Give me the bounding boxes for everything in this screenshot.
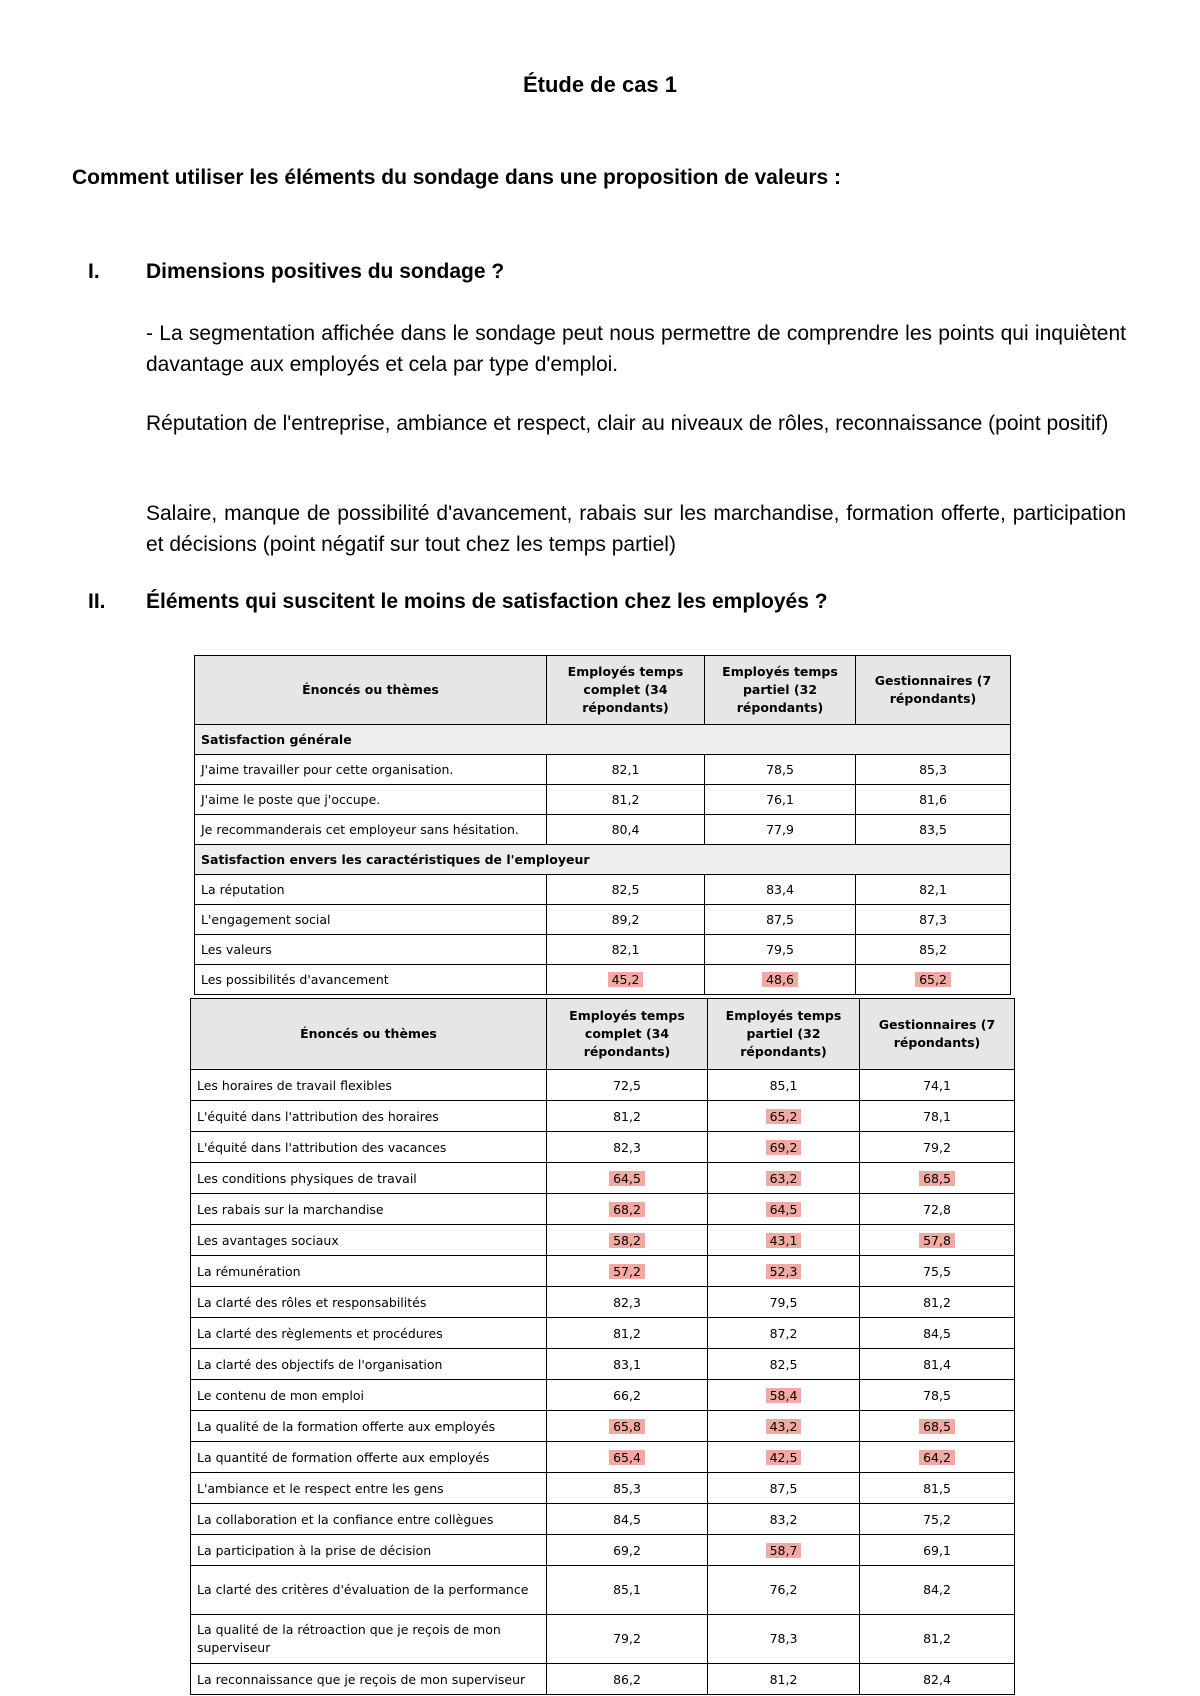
cell-value: 65,4 (609, 1450, 645, 1465)
value-cell (860, 1442, 1015, 1473)
cell-value: 65,2 (766, 1109, 802, 1124)
row-label: Les valeurs (195, 935, 547, 965)
value-cell (705, 785, 856, 815)
value-cell (856, 935, 1011, 965)
section-1-paragraph-3: Salaire, manque de possibilité d'avancement, rabais sur les marchandise, formation offerte, participation et décisions (point négatif sur tout chez les temps partiel) (146, 502, 1126, 556)
document-subtitle: Comment utiliser les éléments du sondage dans une proposition de valeurs : (72, 166, 841, 189)
value-cell (856, 965, 1011, 995)
cell-value: 81,6 (919, 792, 947, 807)
row-label: La clarté des objectifs de l'organisation (191, 1349, 547, 1380)
cell-value: 85,1 (769, 1077, 798, 1093)
cell-value: 81,5 (923, 1480, 951, 1496)
row-label: L'ambiance et le respect entre les gens (191, 1473, 547, 1504)
section-1-paragraph-2: Réputation de l'entreprise, ambiance et respect, clair au niveaux de rôles, reconnaissance (point positif) (146, 412, 1109, 435)
cell-value: 85,3 (919, 762, 947, 777)
cell-value: 79,5 (766, 942, 794, 957)
category-label: Satisfaction envers les caractéristiques de l'employeur (195, 845, 1011, 875)
cell-value: 65,2 (915, 972, 951, 987)
cell-value: 79,2 (613, 1631, 641, 1646)
cell-value: 80,4 (611, 822, 640, 837)
section-1-paragraph-1: - La segmentation affichée dans le sondage peut nous permettre de comprendre les points qui inquiètent davantage aux employés et cela par type d'emploi. (146, 322, 1126, 376)
table-row (191, 1566, 1015, 1615)
value-cell (860, 1163, 1015, 1194)
value-cell (860, 1070, 1015, 1101)
cell-value: 85,2 (919, 942, 947, 957)
cell-value: 87,3 (919, 912, 947, 927)
column-header: Énoncés ou thèmes (191, 999, 547, 1070)
value-cell (860, 1411, 1015, 1442)
table-row (191, 1070, 1015, 1101)
cell-value: 64,2 (919, 1450, 955, 1465)
row-label: J'aime le poste que j'occupe. (195, 785, 547, 815)
value-cell (856, 875, 1011, 905)
row-label: La quantité de formation offerte aux employés (191, 1442, 547, 1473)
column-header: Employés temps partiel (32 répondants) (708, 999, 860, 1070)
value-cell (860, 1615, 1015, 1664)
cell-value: 84,2 (923, 1582, 951, 1597)
cell-value: 82,1 (919, 882, 947, 897)
value-cell (860, 1101, 1015, 1132)
row-label: La clarté des critères d'évaluation de la performance (191, 1566, 547, 1615)
table-row (191, 1256, 1015, 1287)
cell-value: 82,5 (769, 1356, 798, 1372)
cell-value: 64,5 (609, 1171, 645, 1186)
cell-value: 87,5 (769, 1480, 798, 1496)
cell-value: 82,1 (611, 762, 640, 777)
table-row (191, 1411, 1015, 1442)
value-cell (860, 1287, 1015, 1318)
table-row (191, 1473, 1015, 1504)
cell-value: 85,1 (613, 1582, 641, 1597)
value-cell (708, 1566, 860, 1615)
value-cell (708, 1132, 860, 1163)
document-title: Étude de cas 1 (522, 72, 678, 97)
value-cell (708, 1101, 860, 1132)
cell-value: 63,2 (766, 1171, 802, 1186)
value-cell (860, 1473, 1015, 1504)
value-cell (705, 965, 856, 995)
row-label: L'équité dans l'attribution des horaires (191, 1101, 547, 1132)
cell-value: 48,6 (762, 972, 798, 987)
section-1-number: I. (88, 260, 100, 283)
column-header: Employés temps complet (34 répondants) (547, 999, 708, 1070)
value-cell (708, 1535, 860, 1566)
value-cell (708, 1504, 860, 1535)
cell-value: 86,2 (613, 1671, 641, 1687)
value-cell (547, 1442, 708, 1473)
cell-value: 74,1 (923, 1077, 951, 1093)
table-row (191, 1504, 1015, 1535)
row-label: L'engagement social (195, 905, 547, 935)
section-1-title: Dimensions positives du sondage ? (146, 260, 505, 283)
value-cell (705, 755, 856, 785)
table-row (191, 1225, 1015, 1256)
table-row (191, 1535, 1015, 1566)
value-cell (547, 1664, 708, 1695)
row-label: La réputation (195, 875, 547, 905)
value-cell (860, 1256, 1015, 1287)
value-cell (708, 1287, 860, 1318)
value-cell (856, 905, 1011, 935)
value-cell (708, 1256, 860, 1287)
section-1-heading (88, 260, 504, 284)
value-cell (547, 1349, 708, 1380)
table-row (191, 1664, 1015, 1695)
cell-value: 82,5 (611, 882, 640, 897)
cell-value: 82,3 (613, 1139, 641, 1155)
table-row (191, 1101, 1015, 1132)
survey-table-1 (194, 655, 1011, 995)
value-cell (708, 1473, 860, 1504)
table-row (191, 1287, 1015, 1318)
value-cell (547, 1411, 708, 1442)
value-cell (547, 1566, 708, 1615)
value-cell (860, 1318, 1015, 1349)
cell-value: 76,1 (766, 792, 794, 807)
cell-value: 81,2 (923, 1294, 951, 1310)
row-label: La clarté des rôles et responsabilités (191, 1287, 547, 1318)
cell-value: 77,9 (766, 822, 794, 837)
cell-value: 45,2 (608, 972, 644, 987)
table-row (191, 1380, 1015, 1411)
value-cell (708, 1194, 860, 1225)
row-label: La qualité de la formation offerte aux employés (191, 1411, 547, 1442)
cell-value: 52,3 (766, 1264, 802, 1279)
cell-value: 68,5 (919, 1419, 955, 1434)
table-row (191, 1349, 1015, 1380)
table-row (195, 755, 1011, 785)
row-label: Je recommanderais cet employeur sans hésitation. (195, 815, 547, 845)
cell-value: 42,5 (766, 1450, 802, 1465)
cell-value: 43,1 (766, 1233, 802, 1248)
value-cell (708, 1380, 860, 1411)
column-header: Employés temps partiel (32 répondants) (705, 656, 856, 725)
value-cell (860, 1225, 1015, 1256)
cell-value: 83,5 (919, 822, 947, 837)
value-cell (547, 755, 705, 785)
value-cell (547, 965, 705, 995)
row-label: La reconnaissance que je reçois de mon superviseur (191, 1664, 547, 1695)
row-label: Les rabais sur la marchandise (191, 1194, 547, 1225)
value-cell (708, 1411, 860, 1442)
category-label: Satisfaction générale (195, 725, 1011, 755)
cell-value: 87,2 (769, 1325, 798, 1341)
value-cell (708, 1318, 860, 1349)
table-row (191, 1194, 1015, 1225)
cell-value: 76,2 (769, 1582, 798, 1597)
value-cell (860, 1349, 1015, 1380)
value-cell (547, 875, 705, 905)
value-cell (708, 1225, 860, 1256)
value-cell (856, 755, 1011, 785)
table-row (195, 965, 1011, 995)
value-cell (547, 1225, 708, 1256)
cell-value: 69,1 (923, 1542, 951, 1558)
cell-value: 72,8 (923, 1201, 951, 1217)
cell-value: 43,2 (766, 1419, 802, 1434)
row-label: La collaboration et la confiance entre collègues (191, 1504, 547, 1535)
value-cell (547, 1615, 708, 1664)
cell-value: 84,5 (613, 1511, 641, 1527)
table-header-row (191, 999, 1015, 1070)
cell-value: 78,3 (769, 1631, 798, 1646)
cell-value: 79,2 (923, 1139, 951, 1155)
table-row (195, 785, 1011, 815)
value-cell (860, 1380, 1015, 1411)
cell-value: 81,4 (923, 1356, 951, 1372)
cell-value: 82,3 (613, 1294, 641, 1310)
column-header: Énoncés ou thèmes (195, 656, 547, 725)
value-cell (860, 1132, 1015, 1163)
value-cell (547, 1194, 708, 1225)
table-row (191, 1163, 1015, 1194)
value-cell (705, 875, 856, 905)
cell-value: 75,5 (923, 1263, 951, 1279)
value-cell (860, 1504, 1015, 1535)
value-cell (547, 1163, 708, 1194)
cell-value: 58,7 (766, 1543, 802, 1558)
cell-value: 79,5 (769, 1294, 798, 1310)
table-row (191, 1318, 1015, 1349)
cell-value: 83,2 (769, 1511, 798, 1527)
column-header: Gestionnaires (7 répondants) (856, 656, 1011, 725)
value-cell (547, 935, 705, 965)
cell-value: 57,2 (609, 1264, 645, 1279)
value-cell (708, 1163, 860, 1194)
value-cell (860, 1566, 1015, 1615)
row-label: Les horaires de travail flexibles (191, 1070, 547, 1101)
cell-value: 58,4 (766, 1388, 802, 1403)
row-label: Le contenu de mon emploi (191, 1380, 547, 1411)
cell-value: 69,2 (613, 1542, 641, 1558)
value-cell (708, 1615, 860, 1664)
table-row (195, 875, 1011, 905)
cell-value: 81,2 (923, 1631, 951, 1646)
row-label: Les conditions physiques de travail (191, 1163, 547, 1194)
cell-value: 81,2 (613, 1108, 641, 1124)
row-label: La qualité de la rétroaction que je reçois de mon superviseur (191, 1615, 547, 1664)
cell-value: 83,4 (766, 882, 794, 897)
value-cell (547, 1380, 708, 1411)
section-2-title: Éléments qui suscitent le moins de satisfaction chez les employés ? (146, 590, 828, 613)
value-cell (547, 1132, 708, 1163)
value-cell (547, 1287, 708, 1318)
row-label: La participation à la prise de décision (191, 1535, 547, 1566)
value-cell (547, 1101, 708, 1132)
value-cell (547, 1473, 708, 1504)
cell-value: 83,1 (613, 1356, 641, 1372)
cell-value: 78,5 (766, 762, 794, 777)
column-header: Employés temps complet (34 répondants) (547, 656, 705, 725)
value-cell (547, 1070, 708, 1101)
section-2-number: II. (88, 590, 106, 613)
table-row (191, 1132, 1015, 1163)
cell-value: 81,2 (611, 792, 640, 807)
cell-value: 57,8 (919, 1233, 955, 1248)
cell-value: 68,5 (919, 1171, 955, 1186)
row-label: Les possibilités d'avancement (195, 965, 547, 995)
table-row (195, 815, 1011, 845)
value-cell (547, 1318, 708, 1349)
table-header-row (195, 656, 1011, 725)
value-cell (547, 785, 705, 815)
value-cell (708, 1070, 860, 1101)
value-cell (547, 905, 705, 935)
cell-value: 81,2 (769, 1671, 798, 1687)
value-cell (856, 785, 1011, 815)
category-row (195, 725, 1011, 755)
cell-value: 72,5 (613, 1077, 641, 1093)
row-label: La clarté des règlements et procédures (191, 1318, 547, 1349)
row-label: Les avantages sociaux (191, 1225, 547, 1256)
value-cell (547, 1504, 708, 1535)
value-cell (860, 1194, 1015, 1225)
table-row (195, 905, 1011, 935)
value-cell (705, 815, 856, 845)
table-row (191, 1442, 1015, 1473)
value-cell (856, 815, 1011, 845)
cell-value: 78,1 (923, 1108, 951, 1124)
cell-value: 68,2 (609, 1202, 645, 1217)
cell-value: 87,5 (766, 912, 794, 927)
cell-value: 58,2 (609, 1233, 645, 1248)
column-header: Gestionnaires (7 répondants) (860, 999, 1015, 1070)
value-cell (705, 905, 856, 935)
value-cell (547, 1535, 708, 1566)
value-cell (860, 1664, 1015, 1695)
value-cell (708, 1664, 860, 1695)
cell-value: 81,2 (613, 1325, 641, 1341)
cell-value: 69,2 (766, 1140, 802, 1155)
survey-table-2 (190, 998, 1015, 1695)
row-label: La rémunération (191, 1256, 547, 1287)
value-cell (547, 815, 705, 845)
category-row (195, 845, 1011, 875)
table-row (191, 1615, 1015, 1664)
cell-value: 85,3 (613, 1480, 641, 1496)
cell-value: 89,2 (611, 912, 640, 927)
value-cell (547, 1256, 708, 1287)
cell-value: 64,5 (766, 1202, 802, 1217)
value-cell (708, 1349, 860, 1380)
row-label: J'aime travailler pour cette organisation. (195, 755, 547, 785)
cell-value: 84,5 (923, 1325, 951, 1341)
cell-value: 66,2 (613, 1387, 641, 1403)
section-2-heading (88, 590, 828, 614)
value-cell (860, 1535, 1015, 1566)
cell-value: 82,4 (923, 1671, 951, 1687)
value-cell (705, 935, 856, 965)
table-row (195, 935, 1011, 965)
cell-value: 82,1 (611, 942, 640, 957)
cell-value: 75,2 (923, 1511, 951, 1527)
row-label: L'équité dans l'attribution des vacances (191, 1132, 547, 1163)
cell-value: 65,8 (609, 1419, 645, 1434)
value-cell (708, 1442, 860, 1473)
cell-value: 78,5 (923, 1387, 951, 1403)
